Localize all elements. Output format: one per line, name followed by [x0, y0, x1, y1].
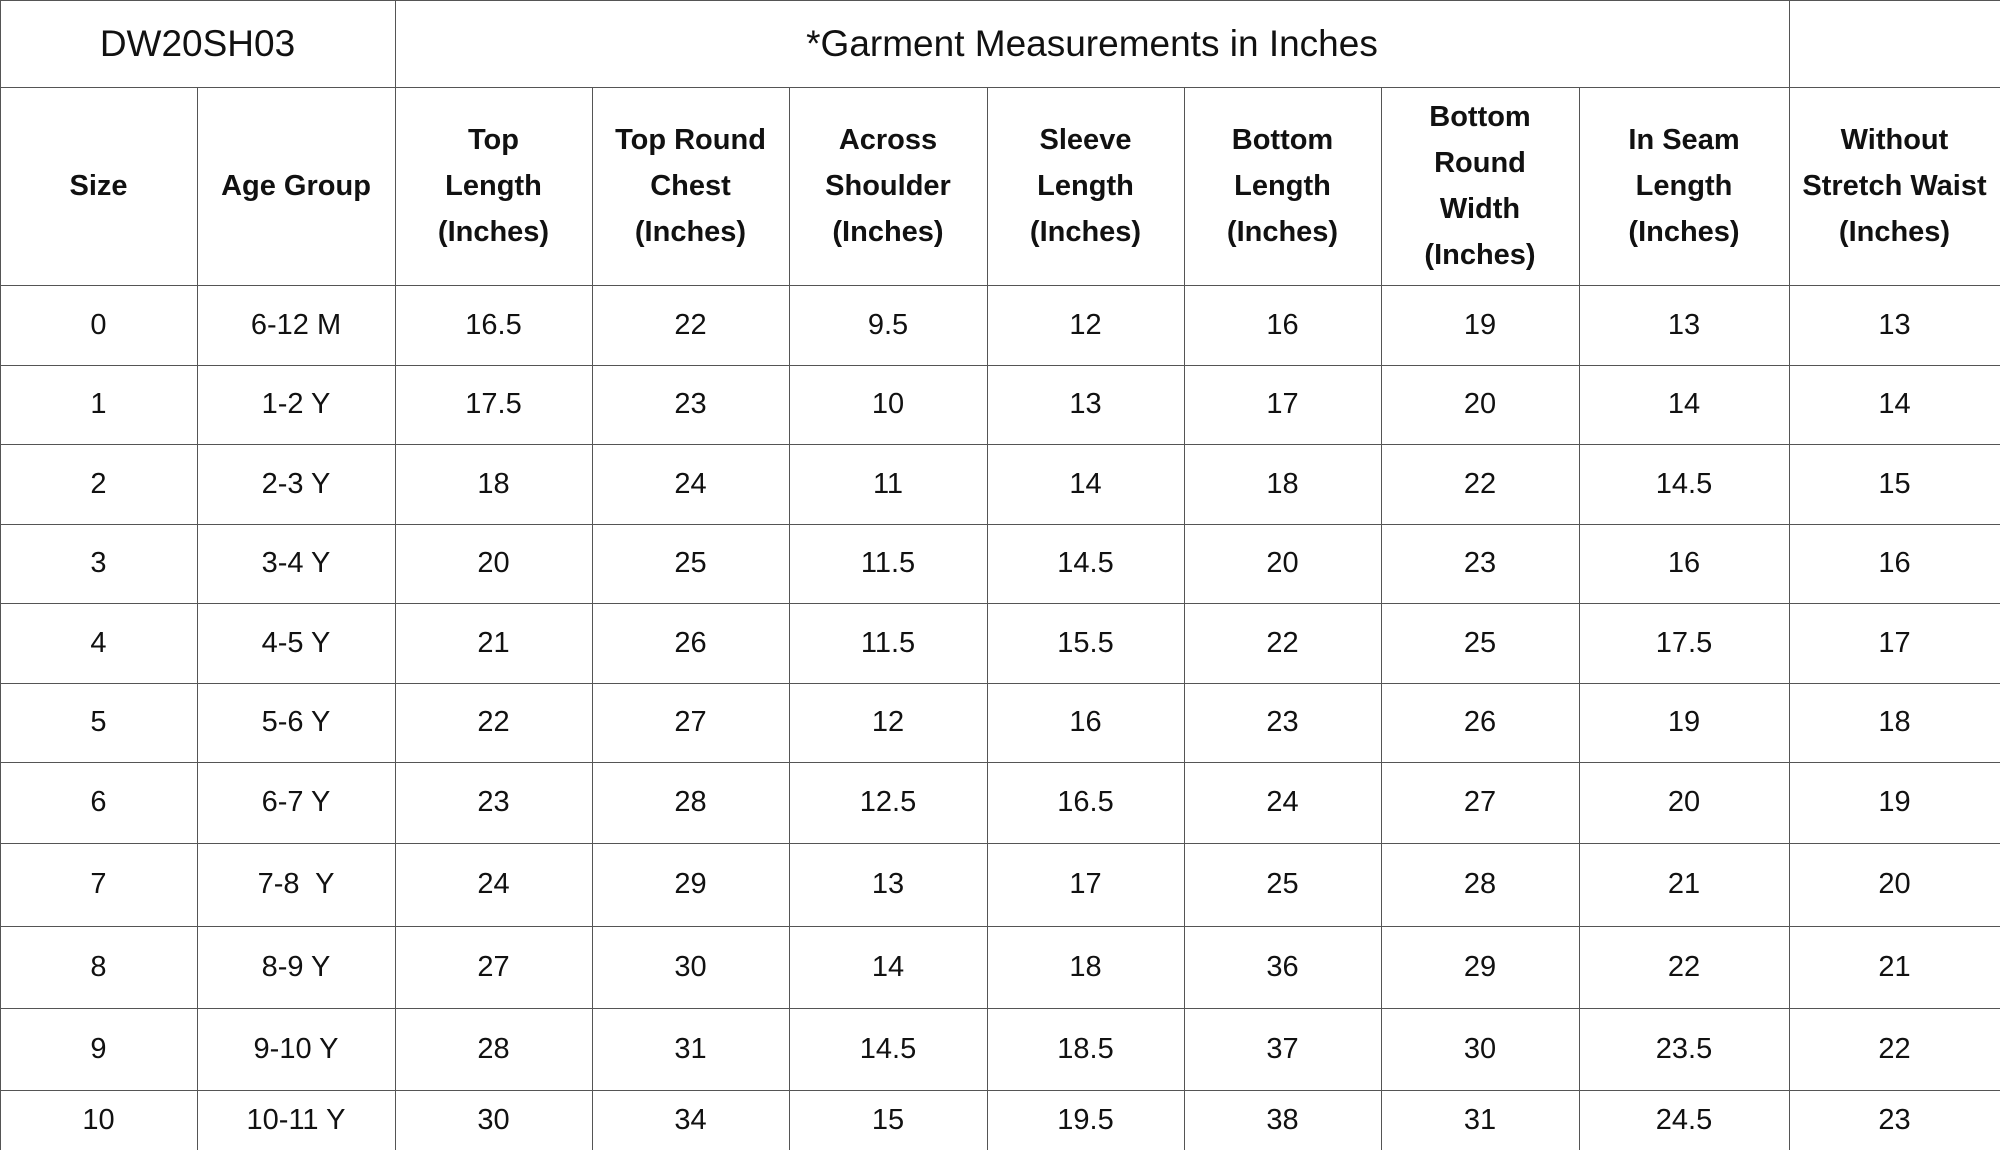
table-cell: 16.5 — [1057, 786, 1114, 818]
table-cell: 13 — [1878, 308, 1911, 341]
table-cell: 21 — [477, 626, 510, 659]
table-cell: 18 — [1069, 950, 1102, 983]
table-cell: 6-7 Y — [261, 786, 331, 818]
table-cell: 21 — [1878, 950, 1911, 983]
table-cell: 28 — [477, 1032, 510, 1065]
blank-title-cell — [1789, 0, 2000, 87]
table-cell: 22 — [674, 308, 707, 341]
table-cell: 14 — [1667, 388, 1701, 420]
column-header: Across Shoulder (Inches) — [825, 124, 951, 248]
table-cell: 20 — [1266, 547, 1299, 579]
table-cell: 19 — [1878, 786, 1911, 818]
column-header: Top Round Chest (Inches) — [615, 124, 766, 248]
table-cell: 12.5 — [859, 786, 917, 818]
table-cell: 25 — [1463, 626, 1497, 659]
table-cell: 11.5 — [860, 547, 916, 579]
table-cell: 8 — [90, 950, 107, 983]
column-header: Size — [69, 170, 128, 202]
column-header: Without Stretch Waist (Inches) — [1802, 124, 1987, 248]
table-cell: 13 — [1069, 388, 1102, 420]
table-cell: 20 — [1878, 868, 1911, 900]
table-cell: 18 — [477, 467, 510, 500]
table-cell: 19.5 — [1057, 1103, 1114, 1136]
table-cell: 15 — [1878, 467, 1911, 500]
table-cell: 14.5 — [1655, 467, 1713, 500]
table-cell: 13 — [871, 868, 905, 900]
table-cell: 22 — [1878, 1032, 1911, 1065]
table-cell: 9-10 Y — [253, 1032, 339, 1065]
table-cell: 17.5 — [1655, 626, 1713, 659]
table-cell: 26 — [674, 626, 707, 659]
table-cell: 14.5 — [1057, 547, 1114, 579]
table-cell: 23.5 — [1655, 1032, 1713, 1065]
table-cell: 20 — [477, 547, 510, 579]
table-cell: 20 — [1463, 388, 1497, 420]
table-cell: 2-3 Y — [261, 467, 331, 500]
table-cell: 16 — [1667, 547, 1701, 579]
column-header: Bottom Round Width (Inches) — [1424, 101, 1536, 271]
table-cell: 5 — [90, 706, 107, 738]
table-cell: 13 — [1667, 308, 1701, 341]
table-cell: 10-11 Y — [246, 1103, 346, 1136]
table-cell: 11.5 — [860, 626, 916, 659]
table-cell: 17 — [1266, 388, 1299, 420]
table-cell: 16 — [1266, 308, 1299, 341]
table-cell: 8-9 Y — [261, 950, 331, 983]
table-cell: 4-5 Y — [261, 626, 331, 659]
table-cell: 14 — [871, 950, 905, 983]
table-cell: 6 — [90, 786, 107, 818]
column-header: Age Group — [221, 170, 371, 202]
table-cell: 10 — [871, 388, 905, 420]
table-cell: 7 — [90, 868, 107, 900]
table-cell: 16 — [1878, 547, 1911, 579]
table-cell: 19 — [1463, 308, 1497, 341]
table-cell: 12 — [1069, 308, 1102, 341]
table-cell: 27 — [477, 950, 510, 983]
table-cell: 30 — [1463, 1032, 1497, 1065]
table-cell: 18.5 — [1057, 1032, 1114, 1065]
table-cell: 22 — [1463, 467, 1497, 500]
table-cell: 23 — [477, 786, 510, 818]
table-cell: 17 — [1878, 626, 1911, 659]
table-cell: 15.5 — [1057, 626, 1114, 659]
table-cell: 10 — [82, 1103, 115, 1136]
table-cell: 29 — [1463, 950, 1497, 983]
table-cell: 9 — [90, 1032, 107, 1065]
table-cell: 17.5 — [465, 388, 522, 420]
table-cell: 24 — [1266, 786, 1299, 818]
table-cell: 19 — [1667, 706, 1701, 738]
table-cell: 15 — [871, 1103, 905, 1136]
table-cell: 16 — [1069, 706, 1102, 738]
table-cell: 0 — [90, 308, 107, 341]
column-header: Top Length (Inches) — [437, 124, 550, 248]
table-cell: 27 — [1463, 786, 1497, 818]
style-code: DW20SH03 — [99, 22, 296, 64]
table-cell: 31 — [1463, 1103, 1497, 1136]
table-cell: 20 — [1667, 786, 1701, 818]
table-cell: 14.5 — [859, 1032, 917, 1065]
table-cell: 38 — [1266, 1103, 1299, 1136]
table-cell: 24.5 — [1655, 1103, 1713, 1136]
table-cell: 12 — [871, 706, 905, 738]
table-cell: 34 — [674, 1103, 707, 1136]
table-cell: 1 — [90, 388, 107, 420]
table-cell: 22 — [477, 706, 510, 738]
table-cell: 25 — [1266, 868, 1299, 900]
table-title: *Garment Measurements in Inches — [806, 22, 1378, 64]
column-header: In Seam Length (Inches) — [1628, 124, 1740, 248]
table-cell: 3-4 Y — [261, 547, 331, 579]
column-header: Sleeve Length (Inches) — [1029, 124, 1142, 248]
table-cell: 25 — [674, 547, 707, 579]
table-cell: 18 — [1266, 467, 1299, 500]
table-cell: 4 — [90, 626, 107, 659]
table-cell: 24 — [674, 467, 707, 500]
table-cell: 28 — [1463, 868, 1497, 900]
table-cell: 36 — [1266, 950, 1299, 983]
table-cell: 17 — [1069, 868, 1102, 900]
table-cell: 1-2 Y — [261, 388, 331, 420]
column-header: Bottom Length (Inches) — [1226, 124, 1339, 248]
table-cell: 23 — [1878, 1103, 1911, 1136]
table-cell: 5-6 Y — [261, 706, 331, 738]
table-cell: 2 — [90, 467, 107, 500]
table-cell: 23 — [674, 388, 707, 420]
table-cell: 22 — [1667, 950, 1701, 983]
table-cell: 18 — [1878, 706, 1911, 738]
table-cell: 28 — [674, 786, 707, 818]
table-cell: 30 — [477, 1103, 510, 1136]
table-cell: 7-8 Y — [257, 868, 335, 900]
table-cell: 14 — [1878, 388, 1911, 420]
table-cell: 6-12 M — [250, 308, 342, 341]
table-cell: 23 — [1463, 547, 1497, 579]
table-cell: 3 — [90, 547, 107, 579]
table-cell: 24 — [477, 868, 510, 900]
table-cell: 31 — [674, 1032, 707, 1065]
table-cell: 37 — [1266, 1032, 1299, 1065]
table-cell: 9.5 — [867, 308, 909, 341]
table-cell: 26 — [1463, 706, 1497, 738]
table-cell: 29 — [674, 868, 707, 900]
table-cell: 14 — [1069, 467, 1102, 500]
table-cell: 11 — [872, 467, 904, 500]
table-cell: 21 — [1667, 868, 1701, 900]
table-cell: 23 — [1266, 706, 1299, 738]
table-cell: 22 — [1266, 626, 1299, 659]
table-cell: 16.5 — [465, 308, 522, 341]
table-cell: 30 — [674, 950, 707, 983]
table-cell: 27 — [674, 706, 707, 738]
